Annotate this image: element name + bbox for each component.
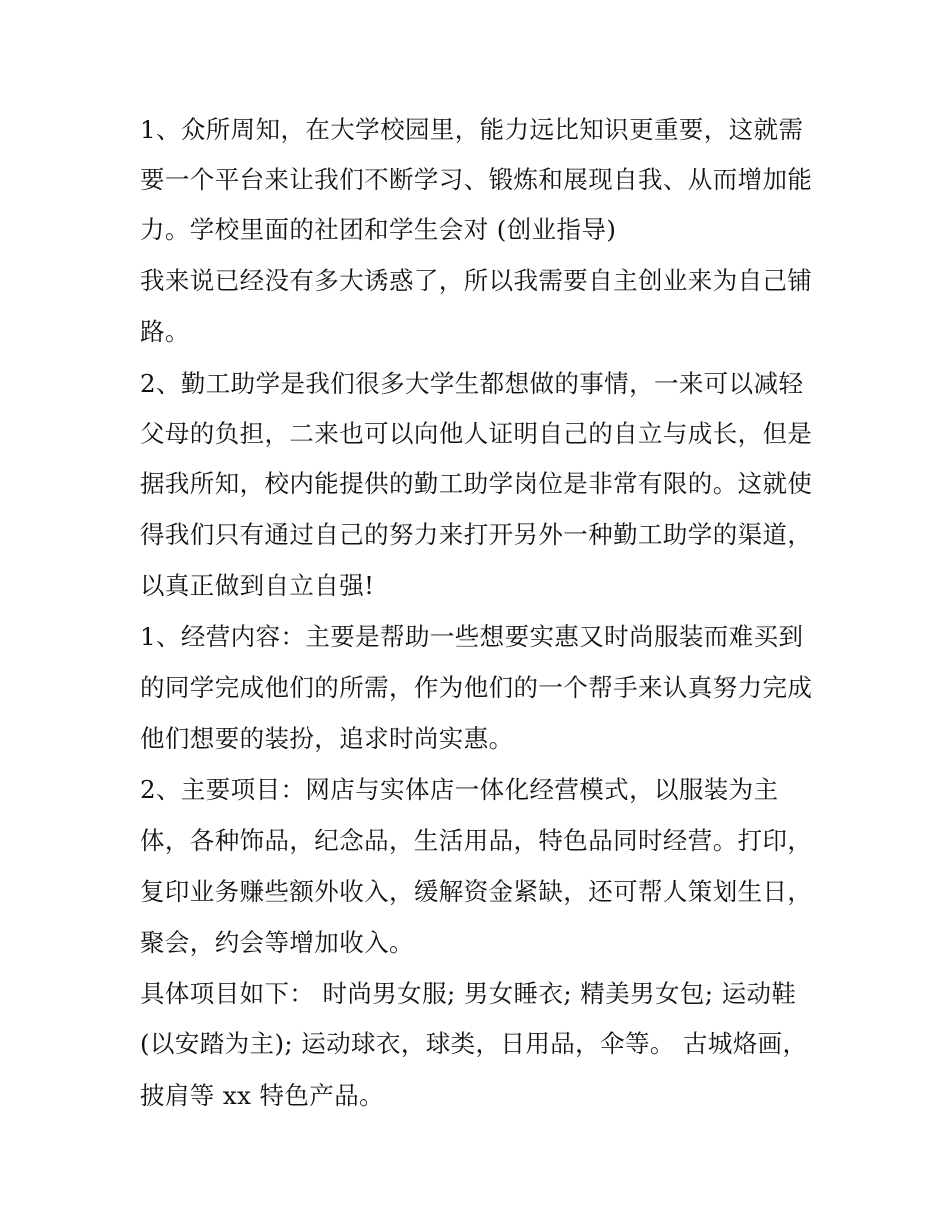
paragraph-line: 披肩等 xx 特色产品。 (140, 1081, 385, 1110)
paragraph-line: 我来说已经没有多大诱惑了，所以我需要自主创业来为自己铺 (140, 266, 813, 295)
paragraph-line: 父母的负担，二来也可以向他人证明自己的自立与成长，但是 (140, 419, 813, 448)
paragraph-line: 的同学完成他们的所需，作为他们的一个帮手来认真努力完成 (140, 673, 813, 702)
paragraph-line: 2、勤工助学是我们很多大学生都想做的事情，一来可以减轻 (140, 369, 804, 398)
paragraph-line: 力。学校里面的社团和学生会对 (创业指导) (140, 215, 617, 244)
paragraph-line: 复印业务赚些额外收入，缓解资金紧缺，还可帮人策划生日， (140, 877, 813, 906)
paragraph-line: 得我们只有通过自己的努力来打开另外一种勤工助学的渠道， (140, 520, 813, 549)
paragraph-line: 据我所知，校内能提供的勤工助学岗位是非常有限的。这就使 (140, 469, 813, 498)
paragraph-line: 要一个平台来让我们不断学习、锻炼和展现自我、从而增加能 (140, 165, 813, 194)
paragraph-line: 1、众所周知，在大学校园里，能力远比知识更重要，这就需 (140, 115, 804, 144)
paragraph-line: 具体项目如下： 时尚男女服; 男女睡衣; 精美男女包; 运动鞋 (140, 979, 797, 1008)
paragraph-line: (以安踏为主); 运动球衣，球类，日用品，伞等。 古城烙画， (140, 1029, 808, 1058)
paragraph-line: 1、经营内容：主要是帮助一些想要实惠又时尚服装而难买到 (140, 622, 804, 651)
paragraph-line: 2、主要项目：网店与实体店一体化经营模式，以服装为主 (140, 775, 779, 804)
paragraph-line: 他们想要的装扮，追求时尚实惠。 (140, 724, 514, 753)
paragraph-line: 体，各种饰品，纪念品，生活用品，特色品同时经营。打印， (140, 826, 813, 855)
paragraph-line: 聚会，约会等增加收入。 (140, 928, 414, 957)
paragraph-line: 以真正做到自立自强! (140, 571, 375, 600)
paragraph-line: 路。 (140, 317, 190, 346)
